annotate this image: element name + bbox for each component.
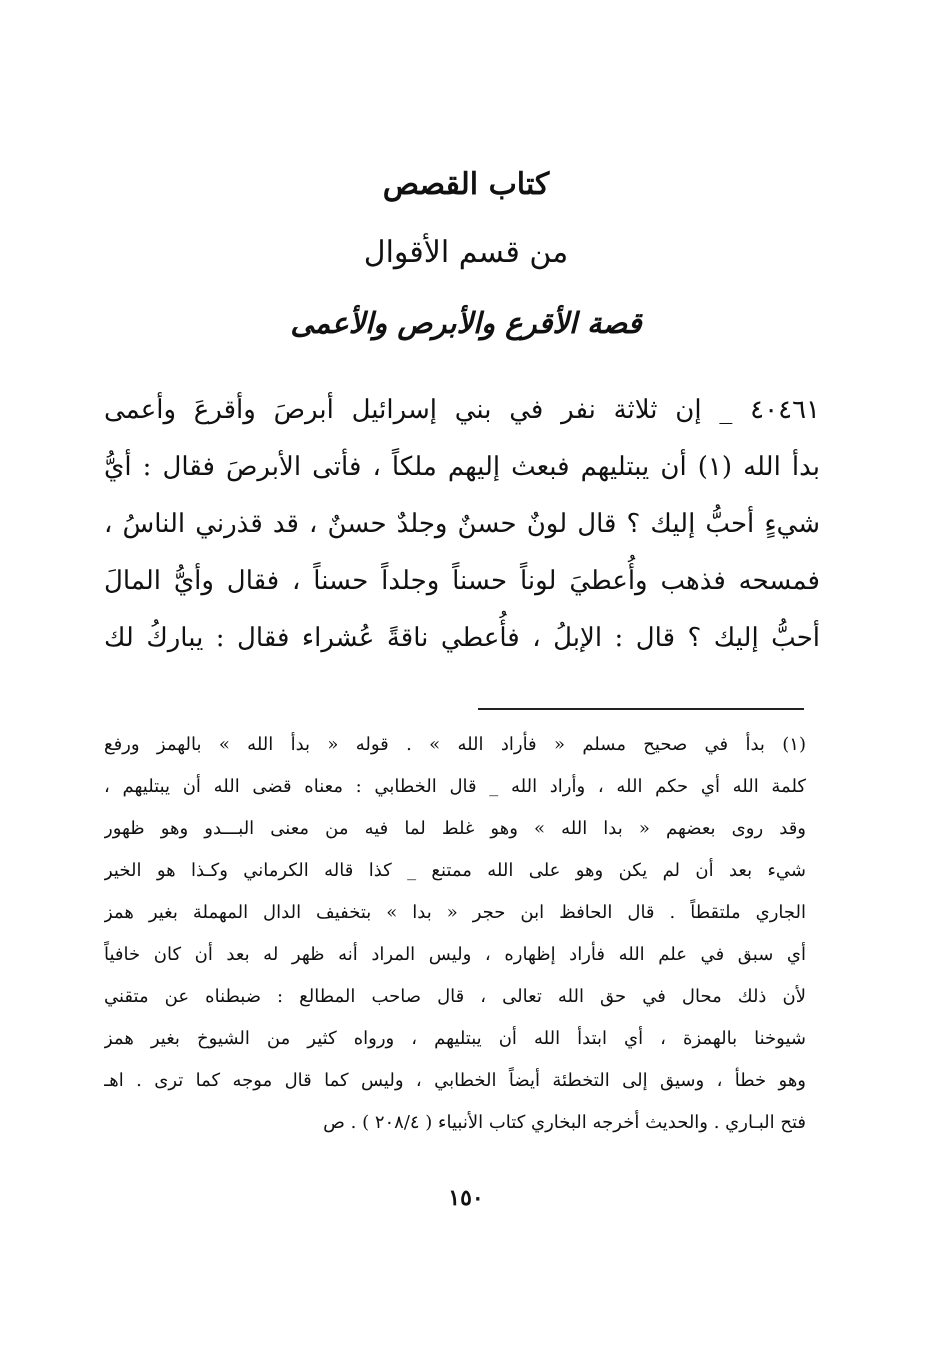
- book-title: كتاب القصص: [382, 167, 550, 202]
- hadith-body: [104, 382, 820, 667]
- footnote-block: [104, 724, 806, 1144]
- body-line: فمسحه فذهب وأُعطيَ لوناً حسناً وجلداً حسناً ، فقال وأيُّ المالَ: [104, 566, 820, 596]
- footnote-line: لأن ذلك محال في حق الله تعالى ، قال صاحب المطالع : ضبطناه عن متقني: [104, 986, 806, 1007]
- story-title: قصة الأقرع والأبرص والأعمى: [290, 306, 642, 340]
- body-line: بدأ الله (١) أن يبتليهم فبعث إليهم ملكاً ، فأتى الأبرصَ فقال : أيُّ: [104, 452, 820, 482]
- body-line: شيءٍ أحبُّ إليك ؟ قال لونٌ حسنٌ وجلدٌ حسنٌ ، قد قذرني الناسُ ،: [104, 509, 820, 539]
- section-title: من قسم الأقوال: [363, 235, 569, 270]
- footnote-line: الجاري ملتقطاً . قال الحافظ ابن حجر « بدا » بتخفيف الدال المهملة بغير همز: [104, 902, 806, 923]
- body-line: ٤٠٤٦١ _ إن ثلاثة نفر في بني إسرائيل أبرصَ وأقرعَ وأعمى: [104, 395, 820, 425]
- footnote-line: وقد روى بعضهم « بدا الله » وهو غلط لما فيه من معنى البـــدو وهو ظهور: [104, 818, 806, 839]
- footnote-line: شيء بعد أن لم يكن وهو على الله ممتنع _ كذا قاله الكرماني وكـذا هو الخير: [104, 860, 806, 881]
- footnote-line: شيوخنا بالهمزة ، أي ابتدأ الله أن يبتليهم ، ورواه كثير من الشيوخ بغير همز: [104, 1028, 806, 1049]
- footnote-divider: [478, 708, 804, 710]
- body-line: أحبُّ إليك ؟ قال : الإبلُ ، فأُعطي ناقةً عُشراء فقال : يباركُ لك: [104, 623, 820, 653]
- footnote-line: أي سبق في علم الله فأراد إظهاره ، وليس المراد أنه ظهر له بعد أن كان خافياً: [104, 944, 806, 965]
- footnote-line: فتح البـاري . والحديث أخرجه البخاري كتاب الأنبياء ( ٢٠٨/٤ ) . ص: [323, 1112, 806, 1133]
- footnote-line: وهو خطأ ، وسيق إلى التخطئة أيضاً الخطابي ، وليس كما قال موجه كما ترى . اهـ: [104, 1070, 806, 1091]
- footnote-line: (١) بدأ في صحيح مسلم « فأراد الله » . قوله « بدأ الله » بالهمز ورفع: [104, 734, 806, 755]
- footnote-line: كلمة الله أي حكم الله ، وأراد الله _ قال الخطابي : معناه قضى الله أن يبتليهم ،: [104, 776, 806, 797]
- page-number: ١٥٠: [448, 1185, 484, 1211]
